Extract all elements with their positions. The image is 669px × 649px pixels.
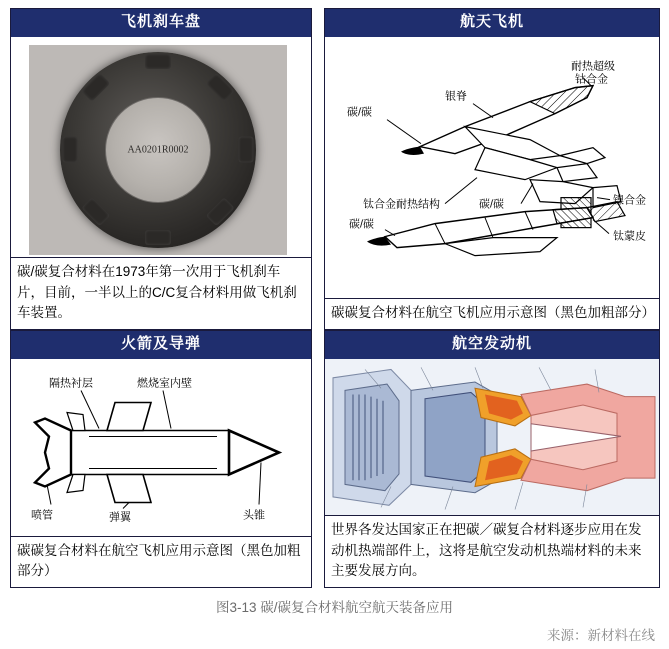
brake-disc-photo-area — [11, 37, 311, 258]
brake-disc-tab — [145, 230, 171, 245]
rocket-label-0: 隔热衬层 — [49, 377, 93, 389]
shuttle-label-4: 碳/碳 — [479, 198, 505, 211]
panel-title-space-shuttle: 航天飞机 — [325, 9, 659, 37]
brake-disc-figure — [11, 37, 311, 258]
rocket-label-2: 喷管 — [31, 509, 53, 521]
shuttle-label-7: 钛蒙皮 — [613, 230, 646, 243]
rocket-label-4: 头锥 — [243, 509, 265, 521]
rocket-diagram — [11, 359, 311, 536]
brake-disc-part-number: AA0201R0002 — [127, 144, 189, 155]
brake-disc-photo — [29, 45, 287, 255]
shuttle-label-0: 碳/碳 — [347, 106, 373, 119]
panel-rocket-missile — [10, 330, 312, 588]
panel-title-aero-engine: 航空发动机 — [325, 331, 659, 359]
panel-aero-engine — [324, 330, 660, 588]
shuttle-label-2: 耐热超级 — [571, 60, 615, 73]
brake-disc-tab — [145, 54, 171, 69]
panel-caption-space-shuttle: 碳碳复合材料在航空飞机应用示意图（黑色加粗部分） — [325, 298, 659, 329]
shuttle-label-1: 银脊 — [445, 90, 467, 103]
aero-engine-figure — [325, 359, 659, 516]
panel-grid — [10, 8, 660, 588]
figure-source: 来源：新材料在线 — [547, 628, 655, 643]
space-shuttle-figure — [325, 37, 659, 298]
panel-space-shuttle — [324, 8, 660, 330]
shuttle-label-3: 钛合金耐热结构 — [363, 198, 440, 211]
panel-title-brake-disc: 飞机刹车盘 — [11, 9, 311, 37]
panel-caption-brake-disc: 碳/碳复合材料在1973年第一次用于飞机刹车片，目前，一半以上的C/C复合材料用做飞机刹车装置。 — [11, 257, 311, 329]
panel-caption-rocket-missile: 碳碳复合材料在航空飞机应用示意图（黑色加粗部分） — [11, 536, 311, 588]
shuttle-label-5: 镍合金 — [613, 194, 646, 207]
panel-title-rocket-missile: 火箭及导弹 — [11, 331, 311, 359]
brake-disc-tab — [239, 137, 254, 163]
panel-caption-aero-engine: 世界各发达国家正在把碳／碳复合材料逐步应用在发动机热端部件上，这将是航空发动机热端材料的未来主要发展方向。 — [325, 515, 659, 587]
brake-disc-tab — [63, 137, 78, 163]
space-shuttle-diagram — [325, 37, 659, 298]
shuttle-label-2b: 钴合金 — [575, 73, 608, 86]
panel-brake-disc — [10, 8, 312, 330]
rocket-label-3: 弹翼 — [109, 511, 131, 523]
rocket-label-1: 燃烧室内壁 — [137, 377, 192, 389]
figure-title: 图3-13 碳/碳复合材料航空航天装备应用 — [215, 600, 454, 615]
rocket-missile-figure — [11, 359, 311, 536]
shuttle-label-6: 碳/碳 — [349, 218, 375, 231]
aero-engine-cutaway — [325, 359, 659, 516]
